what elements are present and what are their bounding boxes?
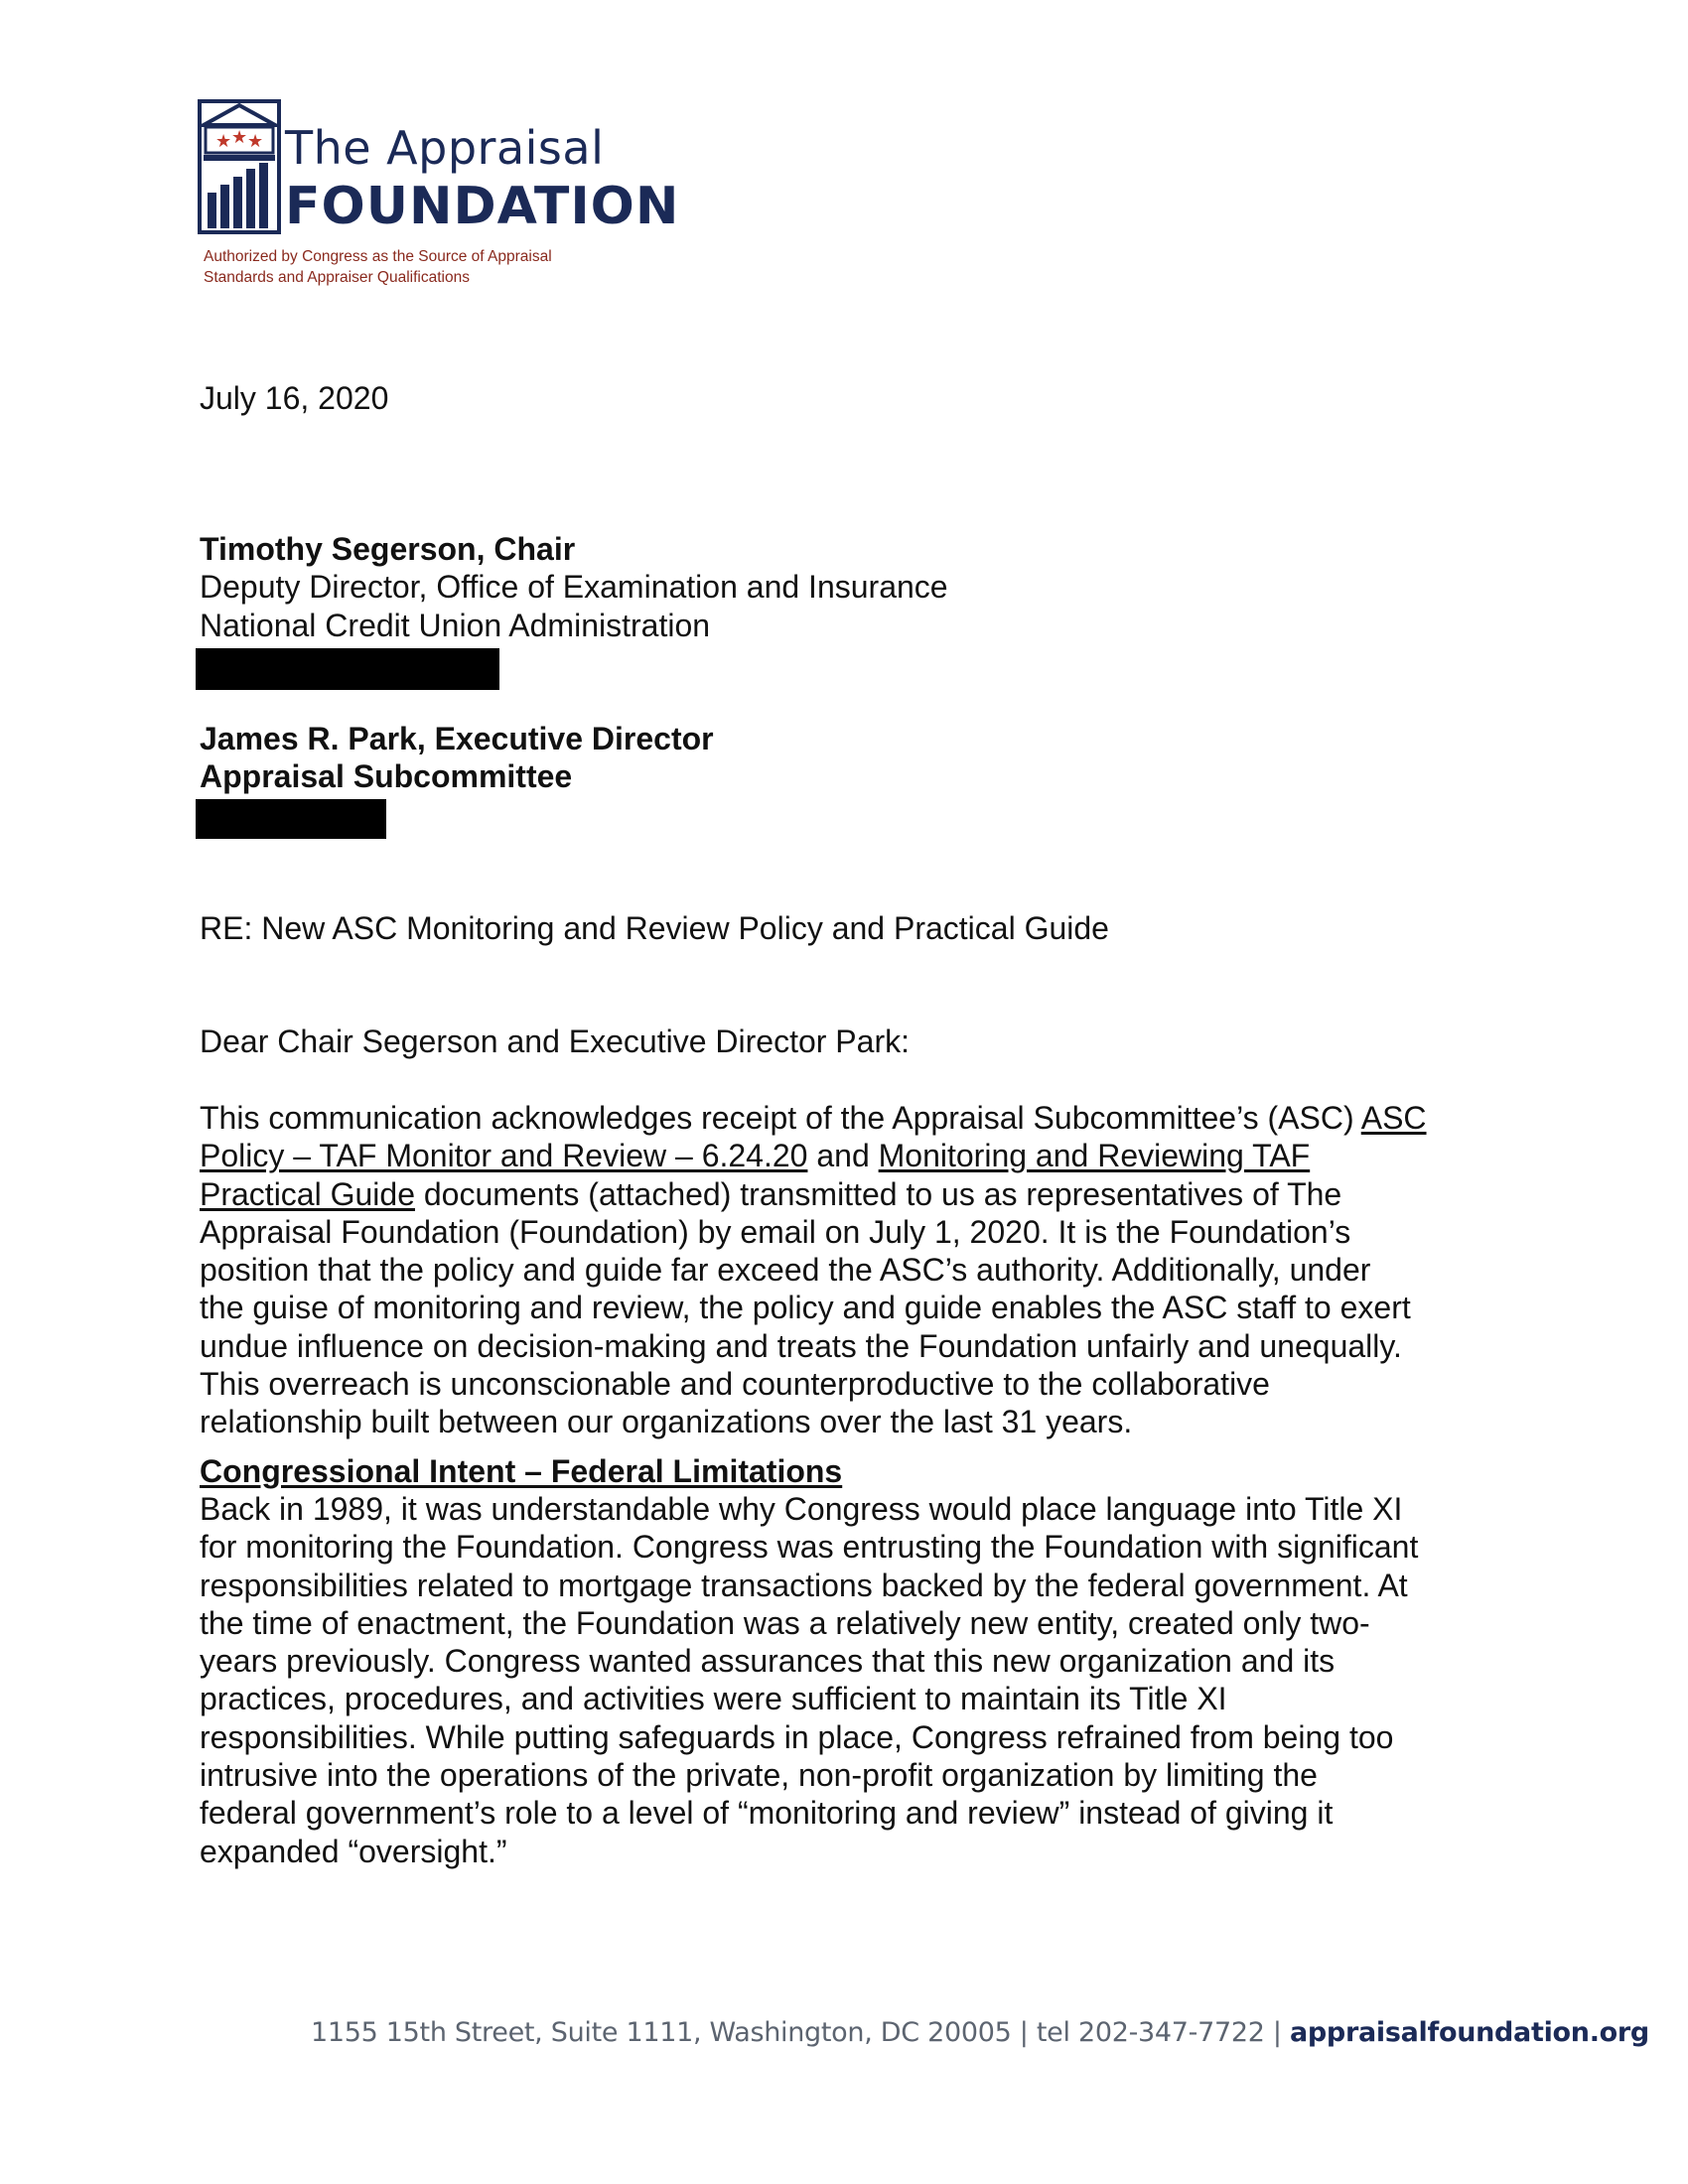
paragraph-line: position that the policy and guide far exceed the ASC’s authority. Additionally, under: [200, 1252, 1371, 1289]
asc-policy-link[interactable]: ASC: [1360, 1100, 1427, 1136]
paragraph-line: [200, 1099, 1427, 1137]
paragraph-line: years previously. Congress wanted assurances that this new organization and its: [200, 1643, 1336, 1680]
logo-tagline-line1: Authorized by Congress as the Source of Appraisal: [204, 248, 552, 265]
building-emblem-icon: [198, 99, 281, 234]
recipient-1-org: National Credit Union Administration: [200, 607, 711, 643]
logo-tagline: [204, 246, 621, 288]
paragraph-line: practices, procedures, and activities were sufficient to maintain its Title XI: [200, 1681, 1227, 1717]
logo-title-line2: FOUNDATION: [285, 177, 680, 236]
logo-title-line1: The Appraisal: [285, 121, 605, 175]
paragraph-line: intrusive into the operations of the private, non-profit organization by limiting the: [200, 1757, 1318, 1794]
paragraph-line: the guise of monitoring and review, the policy and guide enables the ASC staff to exert: [200, 1290, 1411, 1326]
paragraph-line: Back in 1989, it was understandable why Congress would place language into Title XI: [200, 1491, 1403, 1527]
svg-text:★: ★: [247, 131, 264, 152]
subject-line: RE: New ASC Monitoring and Review Policy and Practical Guide: [200, 910, 1109, 946]
svg-text:★: ★: [215, 131, 232, 152]
paragraph-text: This communication acknowledges receipt of the Appraisal Subcommittee’s (ASC): [200, 1100, 1361, 1136]
logo-tagline-line2: Standards and Appraiser Qualifications: [204, 269, 470, 286]
paragraph-line: This overreach is unconscionable and counterproductive to the collaborative: [200, 1366, 1270, 1403]
paragraph-line: for monitoring the Foundation. Congress was entrusting the Foundation with significant: [200, 1529, 1419, 1566]
footer-website-link[interactable]: appraisalfoundation.org: [1289, 2017, 1649, 2048]
paragraph-line: [200, 1175, 1427, 1213]
recipient-1-block: [200, 530, 948, 644]
foundation-logo: [198, 99, 680, 288]
paragraph-text: and: [807, 1138, 879, 1174]
svg-text:★: ★: [231, 127, 248, 148]
footer-address: 1155 15th Street, Suite 1111, Washington, DC 20005 | tel 202-347-7722 |: [311, 2017, 1290, 2048]
practical-guide-link[interactable]: Practical Guide: [200, 1175, 415, 1212]
redacted-email-1: [196, 648, 499, 690]
paragraph-line: expanded “oversight.”: [200, 1833, 507, 1869]
recipient-2-block: [200, 720, 714, 796]
recipient-1-title: Deputy Director, Office of Examination and Insurance: [200, 569, 948, 606]
paragraph-intro: [200, 1099, 1427, 1441]
paragraph-line: responsibilities. While putting safeguards in place, Congress refrained from being too: [200, 1718, 1394, 1755]
paragraph-line: undue influence on decision-making and treats the Foundation unfairly and unequally.: [200, 1327, 1402, 1364]
letter-date: July 16, 2020: [200, 380, 389, 416]
paragraph-line: federal government’s role to a level of “monitoring and review” instead of giving it: [200, 1795, 1334, 1832]
recipient-1-name: Timothy Segerson, Chair: [200, 531, 576, 567]
paragraph-line: responsibilities related to mortgage transactions backed by the federal government. At: [200, 1567, 1408, 1603]
recipient-2-org: Appraisal Subcommittee: [200, 758, 573, 795]
practical-guide-link[interactable]: Monitoring and Reviewing TAF: [878, 1138, 1311, 1174]
paragraph-text: documents (attached) transmitted to us as representatives of The: [414, 1175, 1342, 1212]
paragraph-line: Appraisal Foundation (Foundation) by email on July 1, 2020. It is the Foundation’s: [200, 1213, 1351, 1250]
paragraph-line: [200, 1137, 1427, 1174]
redacted-email-2: [196, 799, 386, 839]
page-footer: [311, 2017, 1649, 2048]
salutation: Dear Chair Segerson and Executive Director Park:: [200, 1024, 910, 1059]
asc-policy-link[interactable]: Policy – TAF Monitor and Review – 6.24.20: [200, 1138, 808, 1174]
paragraph-line: relationship built between our organizations over the last 31 years.: [200, 1404, 1133, 1440]
section-heading: Congressional Intent – Federal Limitations: [200, 1453, 843, 1489]
recipient-2-name: James R. Park, Executive Director: [200, 721, 714, 756]
paragraph-line: the time of enactment, the Foundation was a relatively new entity, created only two-: [200, 1604, 1370, 1641]
paragraph-congressional-intent: [200, 1490, 1418, 1870]
